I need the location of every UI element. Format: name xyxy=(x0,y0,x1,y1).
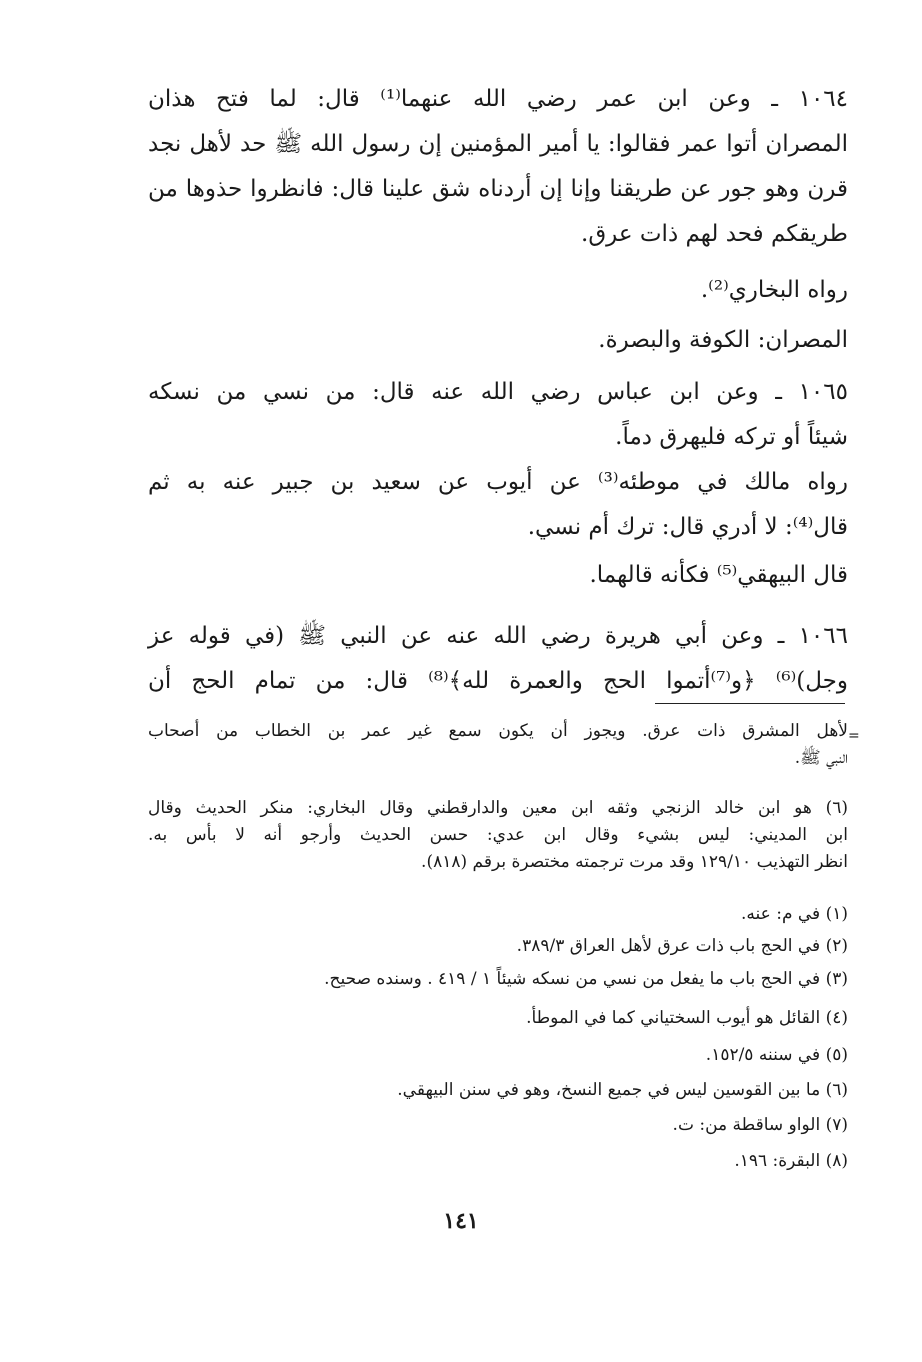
hadith-1064 xyxy=(148,77,848,257)
text-line: المصران: الكوفة والبصرة. xyxy=(598,327,848,353)
footnote-5 xyxy=(148,1042,848,1069)
footnote-line: (١) في م: عنه. xyxy=(741,904,848,924)
footnote-line: لأهل المشرق ذات عرق. ويجوز أن يكون سمع غير عمر بن الخطاب من أصحاب xyxy=(148,721,848,741)
bayhaqi-comment xyxy=(148,553,848,598)
footnote-8 xyxy=(148,1148,848,1175)
source-malik xyxy=(148,460,848,550)
footnote-line: (٥) في سننه ١٥٢/٥. xyxy=(705,1045,848,1065)
footnote-line: (٧) الواو ساقطة من: ت. xyxy=(672,1115,848,1135)
text-line: ١٠٦٦ ـ وعن أبي هريرة رضي الله عنه عن النبي ﷺ (في قوله عز xyxy=(148,623,848,649)
footnote-line: ابن المديني: ليس بشيء وقال ابن عدي: حسن الحديث وأرجو أنه لا بأس به. xyxy=(148,825,848,845)
continuation-mark: = xyxy=(848,728,860,744)
source-bukhari xyxy=(148,268,848,313)
footnote-line: (٢) في الحج باب ذات عرق لأهل العراق ٣٨٩/٣. xyxy=(516,936,848,956)
footnote-line: (٦) هو ابن خالد الزنجي وثقه ابن معين والدارقطني وقال البخاري: منكر الحديث وقال xyxy=(148,798,848,818)
footnote-line: (٦) ما بين القوسين ليس في جميع النسخ، وهو في سنن البيهقي. xyxy=(397,1080,848,1100)
footnote-1 xyxy=(148,901,848,928)
footnote-line: (٣) في الحج باب ما يفعل من نسي من نسكه شيئاً ١ / ٤١٩ . وسنده صحيح. xyxy=(324,969,848,989)
text-line: وجل)⁽⁶⁾ ﴿و⁽⁷⁾أتموا الحج والعمرة لله﴾⁽⁸⁾ قال: من تمام الحج أن xyxy=(148,668,848,694)
footnote-separator xyxy=(655,703,845,704)
text-line: طريقكم فحد لهم ذات عرق. xyxy=(581,221,848,247)
footnote-line: انظر التهذيب ١٢٩/١٠ وقد مرت ترجمته مختصرة برقم (٨١٨). xyxy=(421,852,848,872)
page-number: ١٤١ xyxy=(443,1208,479,1234)
footnote-continued xyxy=(148,718,848,772)
footnote-line: (٤) القائل هو أيوب السختياني كما في الموطأ. xyxy=(526,1008,848,1028)
footnote-4 xyxy=(148,1005,848,1032)
footnote-6 xyxy=(148,1077,848,1104)
footnote-2 xyxy=(148,933,848,960)
text-line: قال⁽⁴⁾: لا أدري قال: ترك أم نسي. xyxy=(527,514,848,540)
footnote-line: النبي ﷺ. xyxy=(794,748,848,768)
footnote-6-previous xyxy=(148,795,848,876)
hadith-1066 xyxy=(148,614,848,704)
text-line: شيئاً أو تركه فليهرق دماً. xyxy=(615,424,848,450)
explanation-misran xyxy=(148,318,848,363)
footnote-3 xyxy=(148,966,848,993)
text-line: ١٠٦٤ ـ وعن ابن عمر رضي الله عنهما⁽¹⁾ قال: لما فتح هذان xyxy=(148,86,849,112)
text-line: قال البيهقي⁽⁵⁾ فكأنه قالهما. xyxy=(589,562,848,588)
footnote-line: (٨) البقرة: ١٩٦. xyxy=(734,1151,848,1171)
text-line: رواه مالك في موطئه⁽³⁾ عن أيوب عن سعيد بن جبير عنه به ثم xyxy=(148,469,848,495)
text-line: قرن وهو جور عن طريقنا وإنا إن أردناه شق علينا قال: فانظروا حذوها من xyxy=(148,176,848,202)
hadith-1065 xyxy=(148,370,848,460)
footnote-7 xyxy=(148,1112,848,1139)
text-line: المصران أتوا عمر فقالوا: يا أمير المؤمنين إن رسول الله ﷺ حد لأهل نجد xyxy=(148,131,848,157)
text-line: رواه البخاري⁽²⁾. xyxy=(700,277,848,303)
text-line: ١٠٦٥ ـ وعن ابن عباس رضي الله عنه قال: من نسي من نسكه xyxy=(148,379,848,405)
